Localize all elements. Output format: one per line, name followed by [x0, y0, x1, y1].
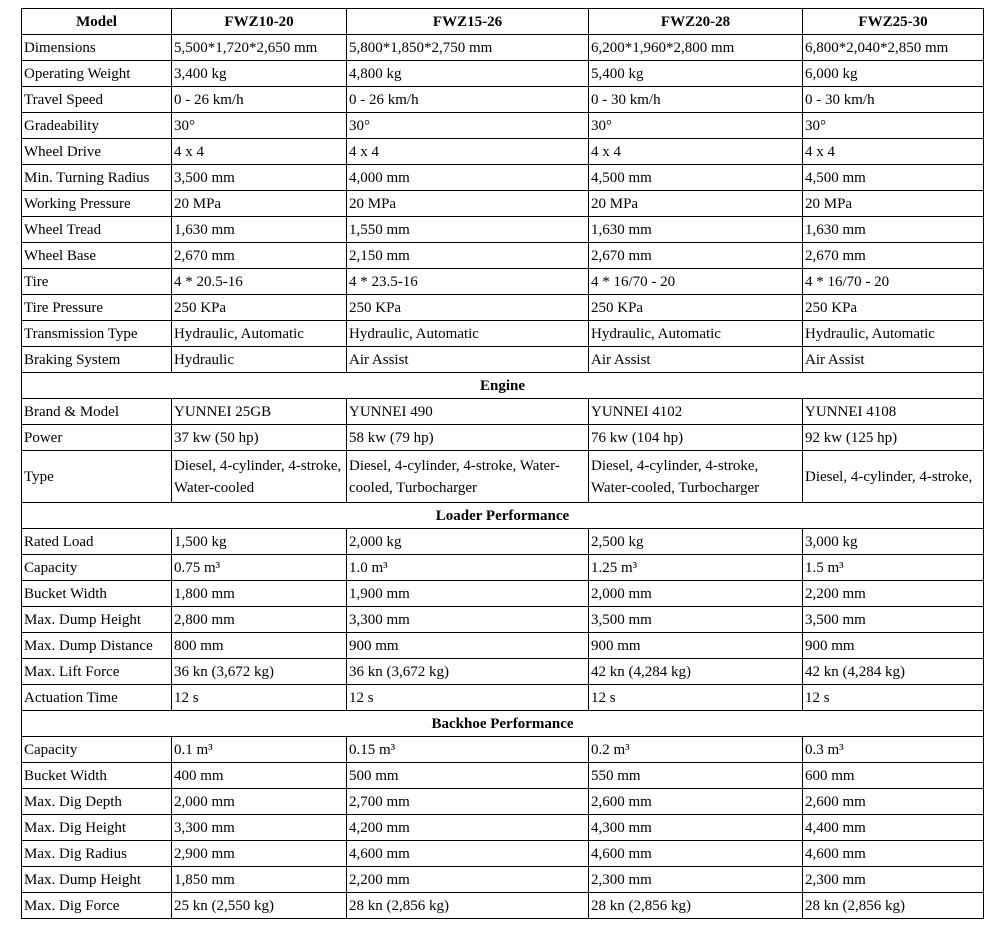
spec-cell: 2,700 mm — [347, 789, 589, 815]
table-row — [22, 633, 984, 659]
spec-cell: 3,300 mm — [347, 607, 589, 633]
spec-cell: Hydraulic, Automatic — [803, 321, 984, 347]
spec-cell: 4,500 mm — [803, 165, 984, 191]
table-row — [22, 529, 984, 555]
row-label: Min. Turning Radius — [22, 165, 172, 191]
spec-cell: 900 mm — [589, 633, 803, 659]
spec-cell: 1,630 mm — [803, 217, 984, 243]
spec-cell: 3,000 kg — [803, 529, 984, 555]
table-row — [22, 347, 984, 373]
table-row — [22, 737, 984, 763]
spec-cell: 2,200 mm — [803, 581, 984, 607]
spec-cell: 4,600 mm — [347, 841, 589, 867]
spec-cell: 4,300 mm — [589, 815, 803, 841]
spec-cell: 2,670 mm — [803, 243, 984, 269]
spec-cell: 2,800 mm — [172, 607, 347, 633]
table-row — [22, 269, 984, 295]
spec-cell: YUNNEI 4108 — [803, 399, 984, 425]
spec-cell: 800 mm — [172, 633, 347, 659]
spec-cell: 0.3 m³ — [803, 737, 984, 763]
table-row — [22, 555, 984, 581]
spec-cell: 4 * 20.5-16 — [172, 269, 347, 295]
table-row — [22, 893, 984, 919]
spec-cell: 3,500 mm — [172, 165, 347, 191]
spec-cell: 3,300 mm — [172, 815, 347, 841]
row-label: Tire Pressure — [22, 295, 172, 321]
spec-cell: 36 kn (3,672 kg) — [172, 659, 347, 685]
spec-cell: 4 * 16/70 - 20 — [589, 269, 803, 295]
table-row — [22, 659, 984, 685]
spec-cell: 600 mm — [803, 763, 984, 789]
table-row — [22, 165, 984, 191]
table-row — [22, 867, 984, 893]
table-row — [22, 191, 984, 217]
spec-cell: Air Assist — [803, 347, 984, 373]
table-row — [22, 841, 984, 867]
row-label: Wheel Tread — [22, 217, 172, 243]
spec-cell: 92 kw (125 hp) — [803, 425, 984, 451]
row-label: Working Pressure — [22, 191, 172, 217]
spec-cell: 1,500 kg — [172, 529, 347, 555]
row-label: Travel Speed — [22, 87, 172, 113]
spec-cell: 0 - 30 km/h — [803, 87, 984, 113]
spec-cell: 250 KPa — [589, 295, 803, 321]
spec-cell: 2,670 mm — [172, 243, 347, 269]
section-title: Loader Performance — [22, 503, 984, 529]
spec-cell: 250 KPa — [347, 295, 589, 321]
spec-cell: 4,200 mm — [347, 815, 589, 841]
spec-cell: 1,630 mm — [172, 217, 347, 243]
spec-cell: 4,400 mm — [803, 815, 984, 841]
spec-cell: 37 kw (50 hp) — [172, 425, 347, 451]
row-label: Brand & Model — [22, 399, 172, 425]
row-label: Max. Lift Force — [22, 659, 172, 685]
row-label: Max. Dig Radius — [22, 841, 172, 867]
row-label: Max. Dig Depth — [22, 789, 172, 815]
spec-cell: 0 - 26 km/h — [172, 87, 347, 113]
table-row — [22, 113, 984, 139]
spec-cell: 4 * 23.5-16 — [347, 269, 589, 295]
spec-cell: 2,670 mm — [589, 243, 803, 269]
row-label: Bucket Width — [22, 763, 172, 789]
spec-cell: 250 KPa — [172, 295, 347, 321]
spec-cell: 0.2 m³ — [589, 737, 803, 763]
spec-cell: 12 s — [347, 685, 589, 711]
spec-cell: 6,800*2,040*2,850 mm — [803, 35, 984, 61]
spec-cell: 4,500 mm — [589, 165, 803, 191]
spec-cell: Hydraulic, Automatic — [347, 321, 589, 347]
table-row — [22, 815, 984, 841]
spec-cell: 25 kn (2,550 kg) — [172, 893, 347, 919]
row-label: Max. Dump Height — [22, 607, 172, 633]
table-row — [22, 217, 984, 243]
row-label: Actuation Time — [22, 685, 172, 711]
table-row — [22, 87, 984, 113]
row-label: Max. Dump Height — [22, 867, 172, 893]
row-label: Max. Dig Force — [22, 893, 172, 919]
table-row — [22, 581, 984, 607]
spec-cell: 28 kn (2,856 kg) — [589, 893, 803, 919]
spec-cell: 28 kn (2,856 kg) — [347, 893, 589, 919]
spec-cell: 20 MPa — [347, 191, 589, 217]
spec-cell: 12 s — [172, 685, 347, 711]
section-row — [22, 711, 984, 737]
spec-cell: Hydraulic — [172, 347, 347, 373]
spec-cell: 30° — [803, 113, 984, 139]
row-label: Type — [22, 451, 172, 503]
spec-cell: Diesel, 4-cylinder, 4-stroke, Water-cooled — [172, 451, 347, 503]
spec-cell: 4 x 4 — [347, 139, 589, 165]
spec-cell: 20 MPa — [172, 191, 347, 217]
spec-cell: 2,200 mm — [347, 867, 589, 893]
spec-cell: 3,500 mm — [803, 607, 984, 633]
spec-cell: YUNNEI 4102 — [589, 399, 803, 425]
row-label: Capacity — [22, 737, 172, 763]
row-label: Gradeability — [22, 113, 172, 139]
table-row — [22, 763, 984, 789]
spec-cell: 900 mm — [803, 633, 984, 659]
row-label: Rated Load — [22, 529, 172, 555]
spec-cell: 2,500 kg — [589, 529, 803, 555]
section-title: Backhoe Performance — [22, 711, 984, 737]
spec-cell: 1.25 m³ — [589, 555, 803, 581]
spec-cell: YUNNEI 490 — [347, 399, 589, 425]
spec-cell: 4 x 4 — [803, 139, 984, 165]
spec-cell: 0 - 30 km/h — [589, 87, 803, 113]
table-row — [22, 789, 984, 815]
spec-cell: 1,800 mm — [172, 581, 347, 607]
spec-cell: 1.0 m³ — [347, 555, 589, 581]
spec-cell: 28 kn (2,856 kg) — [803, 893, 984, 919]
row-label: Max. Dump Distance — [22, 633, 172, 659]
model-column-header: FWZ25-30 — [803, 9, 984, 35]
spec-cell: 900 mm — [347, 633, 589, 659]
spec-cell: 2,600 mm — [589, 789, 803, 815]
spec-cell: 2,900 mm — [172, 841, 347, 867]
spec-cell: 550 mm — [589, 763, 803, 789]
section-row — [22, 373, 984, 399]
spec-cell: 0.75 m³ — [172, 555, 347, 581]
model-header: Model — [22, 9, 172, 35]
spec-table-body — [22, 9, 984, 919]
model-column-header: FWZ20-28 — [589, 9, 803, 35]
spec-cell: 2,300 mm — [589, 867, 803, 893]
row-label: Braking System — [22, 347, 172, 373]
spec-cell: 1,900 mm — [347, 581, 589, 607]
spec-cell: Diesel, 4-cylinder, 4-stroke, — [803, 451, 984, 503]
spec-cell: 12 s — [589, 685, 803, 711]
spec-cell: 500 mm — [347, 763, 589, 789]
table-row — [22, 35, 984, 61]
table-row — [22, 685, 984, 711]
spec-cell: 4 x 4 — [589, 139, 803, 165]
spec-cell: 1.5 m³ — [803, 555, 984, 581]
spec-cell: 4,600 mm — [589, 841, 803, 867]
spec-cell: 2,000 kg — [347, 529, 589, 555]
table-row — [22, 243, 984, 269]
spec-cell: 1,550 mm — [347, 217, 589, 243]
spec-cell: 2,300 mm — [803, 867, 984, 893]
spec-cell: Air Assist — [589, 347, 803, 373]
spec-cell: Hydraulic, Automatic — [589, 321, 803, 347]
spec-cell: 5,400 kg — [589, 61, 803, 87]
model-column-header: FWZ15-26 — [347, 9, 589, 35]
spec-cell: Diesel, 4-cylinder, 4-stroke, Water-cooled, Turbocharger — [347, 451, 589, 503]
table-row — [22, 399, 984, 425]
table-row — [22, 607, 984, 633]
spec-cell: 0.15 m³ — [347, 737, 589, 763]
spec-cell: 0.1 m³ — [172, 737, 347, 763]
spec-cell: 30° — [172, 113, 347, 139]
spec-cell: YUNNEI 25GB — [172, 399, 347, 425]
spec-cell: Hydraulic, Automatic — [172, 321, 347, 347]
spec-cell: 4,800 kg — [347, 61, 589, 87]
spec-cell: 30° — [589, 113, 803, 139]
row-label: Operating Weight — [22, 61, 172, 87]
spec-cell: 42 kn (4,284 kg) — [803, 659, 984, 685]
spec-cell: 6,200*1,960*2,800 mm — [589, 35, 803, 61]
table-row — [22, 61, 984, 87]
row-label: Dimensions — [22, 35, 172, 61]
section-title: Engine — [22, 373, 984, 399]
spec-cell: 36 kn (3,672 kg) — [347, 659, 589, 685]
row-label: Tire — [22, 269, 172, 295]
spec-cell: 250 KPa — [803, 295, 984, 321]
section-row — [22, 503, 984, 529]
spec-cell: 2,000 mm — [589, 581, 803, 607]
spec-cell: 20 MPa — [803, 191, 984, 217]
spec-cell: 0 - 26 km/h — [347, 87, 589, 113]
spec-cell: 5,800*1,850*2,750 mm — [347, 35, 589, 61]
spec-cell: 4,600 mm — [803, 841, 984, 867]
spec-cell: 58 kw (79 hp) — [347, 425, 589, 451]
row-label: Wheel Base — [22, 243, 172, 269]
spec-cell: 1,850 mm — [172, 867, 347, 893]
spec-cell: Air Assist — [347, 347, 589, 373]
table-row — [22, 295, 984, 321]
spec-cell: 1,630 mm — [589, 217, 803, 243]
row-label: Wheel Drive — [22, 139, 172, 165]
spec-cell: 30° — [347, 113, 589, 139]
table-row — [22, 425, 984, 451]
row-label: Transmission Type — [22, 321, 172, 347]
table-row — [22, 321, 984, 347]
spec-cell: 2,150 mm — [347, 243, 589, 269]
spec-cell: Diesel, 4-cylinder, 4-stroke, Water-cooled, Turbocharger — [589, 451, 803, 503]
spec-cell: 20 MPa — [589, 191, 803, 217]
spec-cell: 400 mm — [172, 763, 347, 789]
spec-cell: 2,600 mm — [803, 789, 984, 815]
spec-cell: 3,400 kg — [172, 61, 347, 87]
spec-cell: 4 x 4 — [172, 139, 347, 165]
header-row — [22, 9, 984, 35]
spec-cell: 4,000 mm — [347, 165, 589, 191]
spec-cell: 12 s — [803, 685, 984, 711]
spec-cell: 42 kn (4,284 kg) — [589, 659, 803, 685]
spec-cell: 5,500*1,720*2,650 mm — [172, 35, 347, 61]
spec-cell: 6,000 kg — [803, 61, 984, 87]
spec-table — [21, 8, 984, 919]
spec-cell: 76 kw (104 hp) — [589, 425, 803, 451]
row-label: Max. Dig Height — [22, 815, 172, 841]
spec-cell: 2,000 mm — [172, 789, 347, 815]
row-label: Power — [22, 425, 172, 451]
table-row — [22, 451, 984, 503]
row-label: Capacity — [22, 555, 172, 581]
table-row — [22, 139, 984, 165]
spec-cell: 3,500 mm — [589, 607, 803, 633]
row-label: Bucket Width — [22, 581, 172, 607]
spec-cell: 4 * 16/70 - 20 — [803, 269, 984, 295]
model-column-header: FWZ10-20 — [172, 9, 347, 35]
